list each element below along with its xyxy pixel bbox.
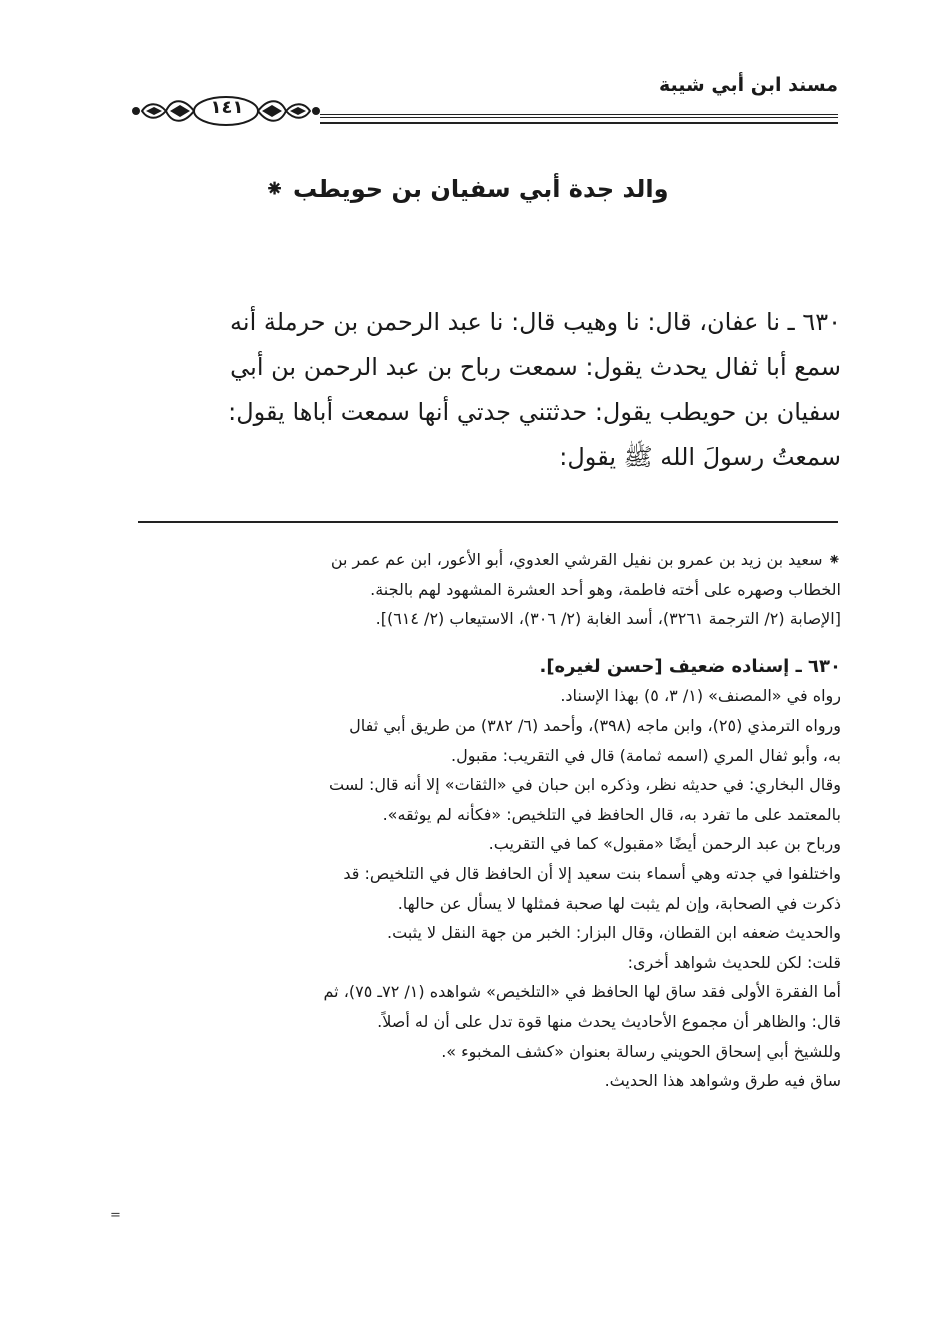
footnote-line: ورواه الترمذي (٢٥)، وابن ماجه (٣٩٨)، وأحمد (٦/ ٣٨٢) من طريق أبي ثفال (349, 715, 841, 735)
footnote-line: قلت: لكن للحديث شواهد أخرى: (627, 952, 841, 972)
footnote-separator (138, 521, 838, 523)
footnote-line: ⁕ سعيد بن زيد بن عمرو بن نفيل القرشي العدوي، أبو الأعور، ابن عم عمر بن (330, 550, 841, 569)
hadith-line: ٦٣٠ ـ نا عفان، قال: نا وهيب قال: نا عبد الرحمن بن حرملة أنه (230, 308, 841, 336)
takhrij-heading: ٦٣٠ ـ إسناده ضعيف [حسن لغيره]. (539, 655, 841, 677)
footnote-line: به، وأبو ثفال المري (اسمه ثمامة) قال في التقريب: مقبول. (451, 745, 841, 765)
header-rule (320, 114, 838, 124)
footnotes (93, 545, 841, 1096)
footnote-gap (93, 634, 841, 652)
chapter-title: والد جدة أبي سفيان بن حويطب ⁕ (264, 175, 669, 203)
footnote-line: واختلفوا في جدته وهي أسماء بنت سعيد إلا أن الحافظ قال في التلخيص: قد (343, 863, 841, 883)
footnote-line: ذكرت في الصحابة، وإن لم يثبت لها صحبة فمثلها لا يسأل عن حالها. (397, 893, 841, 913)
hadith-line: سمعتُ رسولَ الله ﷺ يقول: (559, 443, 841, 471)
margin-mark: = (110, 1208, 121, 1223)
footnote-line: ساق فيه طرق وشواهد هذا الحديث. (604, 1071, 841, 1091)
page-number: ١٤١ (210, 97, 244, 118)
hadith-line: سمع أبا ثفال يحدث يقول: سمعت رباح بن عبد الرحمن بن أبي (230, 353, 841, 381)
footnote-line: وللشيخ أبي إسحاق الحويني رسالة بعنوان «كشف المخبوء ». (441, 1041, 841, 1061)
footnote-line: بالمعتمد على ما تفرد به، قال الحافظ في التلخيص: «فكأنه لم يوثقه». (382, 804, 841, 824)
footnote-line: وقال البخاري: في حديثه نظر، وذكره ابن حبان في «الثقات» إلا أنه قال: لست (329, 775, 841, 795)
footnote-line: [الإصابة (٢/ الترجمة ٣٢٦١)، أسد الغابة (٢/ ٣٠٦)، الاستيعاب (٢/ ٦١٤)]. (375, 609, 841, 629)
footnote-line: الخطاب وصهره على أخته فاطمة، وهو أحد العشرة المشهود لهم بالجنة. (370, 579, 841, 599)
footnote-line: والحديث ضعفه ابن القطان، وقال البزار: الخبر من جهة النقل لا يثبت. (387, 923, 841, 943)
footnote-line: رواه في «المصنف» (١/ ٣، ٥) بهذا الإسناد. (560, 686, 841, 706)
footnote-line: أما الفقرة الأولى فقد ساق لها الحافظ في «التلخيص» شواهده (١/ ٧٢ـ ٧٥)، ثم (323, 982, 841, 1002)
footnote-line: ورباح بن عبد الرحمن أيضًا «مقبول» كما في التقريب. (488, 834, 841, 854)
hadith-text (93, 300, 841, 480)
footnote-line: قال: والظاهر أن مجموع الأحاديث يحدث منها قوة تدل على أن له أصلاً. (377, 1011, 841, 1031)
hadith-line: سفيان بن حويطب يقول: حدثتني جدتي أنها سمعت أباها يقول: (228, 398, 841, 426)
running-title: مسند ابن أبي شيبة (658, 74, 838, 96)
